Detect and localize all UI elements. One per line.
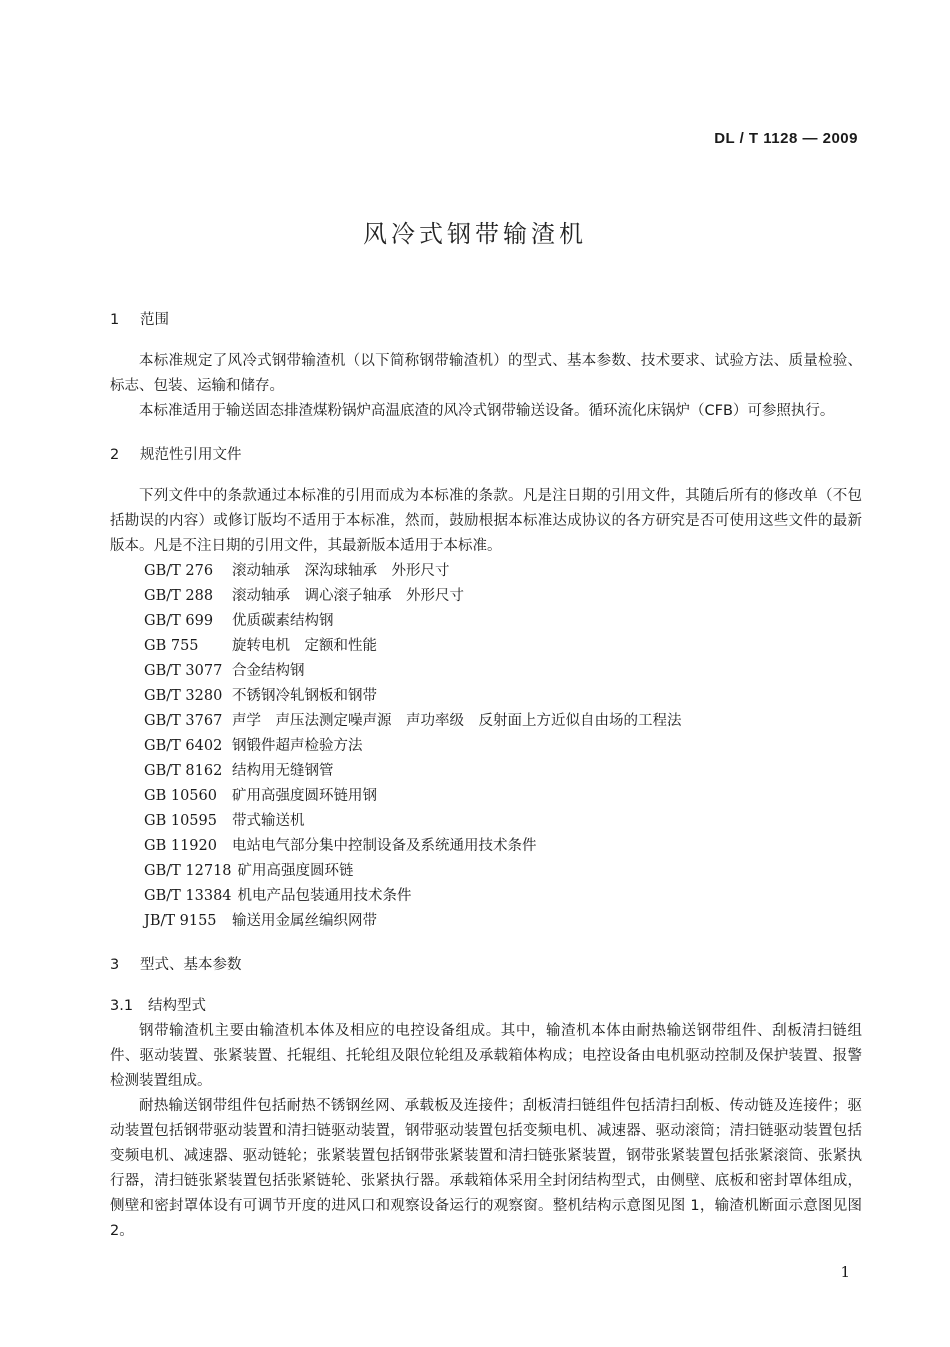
- reference-item: [110, 734, 862, 759]
- subsection-3-1-heading: [110, 994, 862, 1019]
- reference-code: JB/T 9155: [144, 913, 217, 929]
- reference-title: 合金结构钢: [232, 663, 305, 679]
- reference-code: GB 11920: [144, 838, 217, 854]
- reference-item: [110, 634, 862, 659]
- reference-title: 电站电气部分集中控制设备及系统通用技术条件: [232, 838, 537, 854]
- section-2-paragraph-1: 下列文件中的条款通过本标准的引用而成为本标准的条款。凡是注日期的引用文件，其随后所有的修改单（不包括勘误的内容）或修订版均不适用于本标准，然而，鼓励根据本标准达成协议的各方研究是否可使用这些文件的最新版本。凡是不注日期的引用文件，其最新版本适用于本标准。: [110, 488, 862, 554]
- reference-item: [110, 659, 862, 684]
- reference-item: [110, 859, 862, 884]
- reference-item: [110, 559, 862, 584]
- reference-item: [110, 834, 862, 859]
- subsection-3-1-paragraph-1: 钢带输渣机主要由输渣机本体及相应的电控设备组成。其中，输渣机本体由耐热输送钢带组件、刮板清扫链组件、驱动装置、张紧装置、托辊组、托轮组及限位轮组及承载箱体构成；电控设备由电机驱动控制及保护装置、报警检测装置组成。: [110, 1023, 862, 1089]
- reference-item: [110, 609, 862, 634]
- section-title: 规范性引用文件: [140, 447, 242, 463]
- reference-title: 优质碳素结构钢: [232, 613, 334, 629]
- reference-item: [110, 584, 862, 609]
- section-1-paragraph-1: 本标准规定了风冷式钢带输渣机（以下简称钢带输渣机）的型式、基本参数、技术要求、试验方法、质量检验、标志、包装、运输和储存。: [110, 353, 862, 394]
- reference-title: 矿用高强度圆环链用钢: [232, 788, 377, 804]
- reference-item: [110, 759, 862, 784]
- reference-code: GB 10560: [144, 788, 217, 804]
- document-body: [110, 308, 862, 1244]
- reference-code: GB/T 12718: [144, 863, 232, 879]
- document-title: 风冷式钢带输渣机: [363, 220, 587, 248]
- page-number: 1: [840, 1263, 850, 1281]
- section-number: 2: [110, 447, 120, 463]
- reference-code: GB/T 288: [144, 588, 214, 604]
- reference-code: GB/T 3280: [144, 688, 223, 704]
- reference-item: [110, 709, 862, 734]
- reference-code: GB/T 699: [144, 613, 214, 629]
- reference-title: 钢锻件超声检验方法: [232, 738, 363, 754]
- reference-title: 带式输送机: [232, 813, 305, 829]
- section-3-heading: [110, 953, 862, 978]
- reference-code: GB 755: [144, 638, 199, 654]
- reference-code: GB/T 3767: [144, 713, 223, 729]
- reference-item: [110, 784, 862, 809]
- section-number: 1: [110, 312, 120, 328]
- section-1-paragraph-2: 本标准适用于输送固态排渣煤粉锅炉高温底渣的风冷式钢带输送设备。循环流化床锅炉（CFB）可参照执行。: [139, 403, 835, 419]
- reference-title: 旋转电机 定额和性能: [232, 638, 377, 654]
- reference-title: 结构用无缝钢管: [232, 763, 334, 779]
- reference-code: GB/T 6402: [144, 738, 223, 754]
- subsection-number: 3.1: [110, 998, 134, 1014]
- subsection-3-1-paragraph-2: 耐热输送钢带组件包括耐热不锈钢丝网、承载板及连接件；刮板清扫链组件包括清扫刮板、传动链及连接件；驱动装置包括钢带驱动装置和清扫链驱动装置，钢带驱动装置包括变频电机、减速器、驱动滚筒；清扫链驱动装置包括变频电机、减速器、驱动链轮；张紧装置包括钢带张紧装置和清扫链张紧装置，钢带张紧装置包括张紧滚筒、张紧执行器，清扫链张紧装置包括张紧链轮、张紧执行器。承载箱体采用全封闭结构型式，由侧壁、底板和密封罩体组成，侧壁和密封罩体设有可调节开度的进风口和观察设备运行的观察窗。整机结构示意图见图 1，输渣机断面示意图见图 2。: [110, 1098, 862, 1239]
- normative-reference-list: [110, 559, 862, 934]
- reference-item: [110, 809, 862, 834]
- reference-title: 滚动轴承 调心滚子轴承 外形尺寸: [232, 588, 464, 604]
- reference-title: 声学 声压法测定噪声源 声功率级 反射面上方近似自由场的工程法: [232, 713, 682, 729]
- reference-title: 矿用高强度圆环链: [237, 863, 354, 879]
- section-1-heading: [110, 308, 862, 333]
- reference-code: GB/T 276: [144, 563, 214, 579]
- section-title: 型式、基本参数: [140, 957, 242, 973]
- section-2-heading: [110, 443, 862, 468]
- subsection-title: 结构型式: [148, 998, 206, 1014]
- standard-code: DL / T 1128 — 2009: [714, 130, 858, 147]
- section-number: 3: [110, 957, 120, 973]
- reference-title: 机电产品包装通用技术条件: [237, 888, 412, 904]
- reference-code: GB/T 8162: [144, 763, 223, 779]
- reference-title: 输送用金属丝编织网带: [232, 913, 377, 929]
- reference-code: GB/T 3077: [144, 663, 223, 679]
- reference-title: 滚动轴承 深沟球轴承 外形尺寸: [232, 563, 450, 579]
- reference-item: [110, 884, 862, 909]
- reference-code: GB/T 13384: [144, 888, 232, 904]
- reference-title: 不锈钢冷轧钢板和钢带: [232, 688, 377, 704]
- reference-code: GB 10595: [144, 813, 217, 829]
- reference-item: [110, 684, 862, 709]
- reference-item: [110, 909, 862, 934]
- section-title: 范围: [140, 312, 169, 328]
